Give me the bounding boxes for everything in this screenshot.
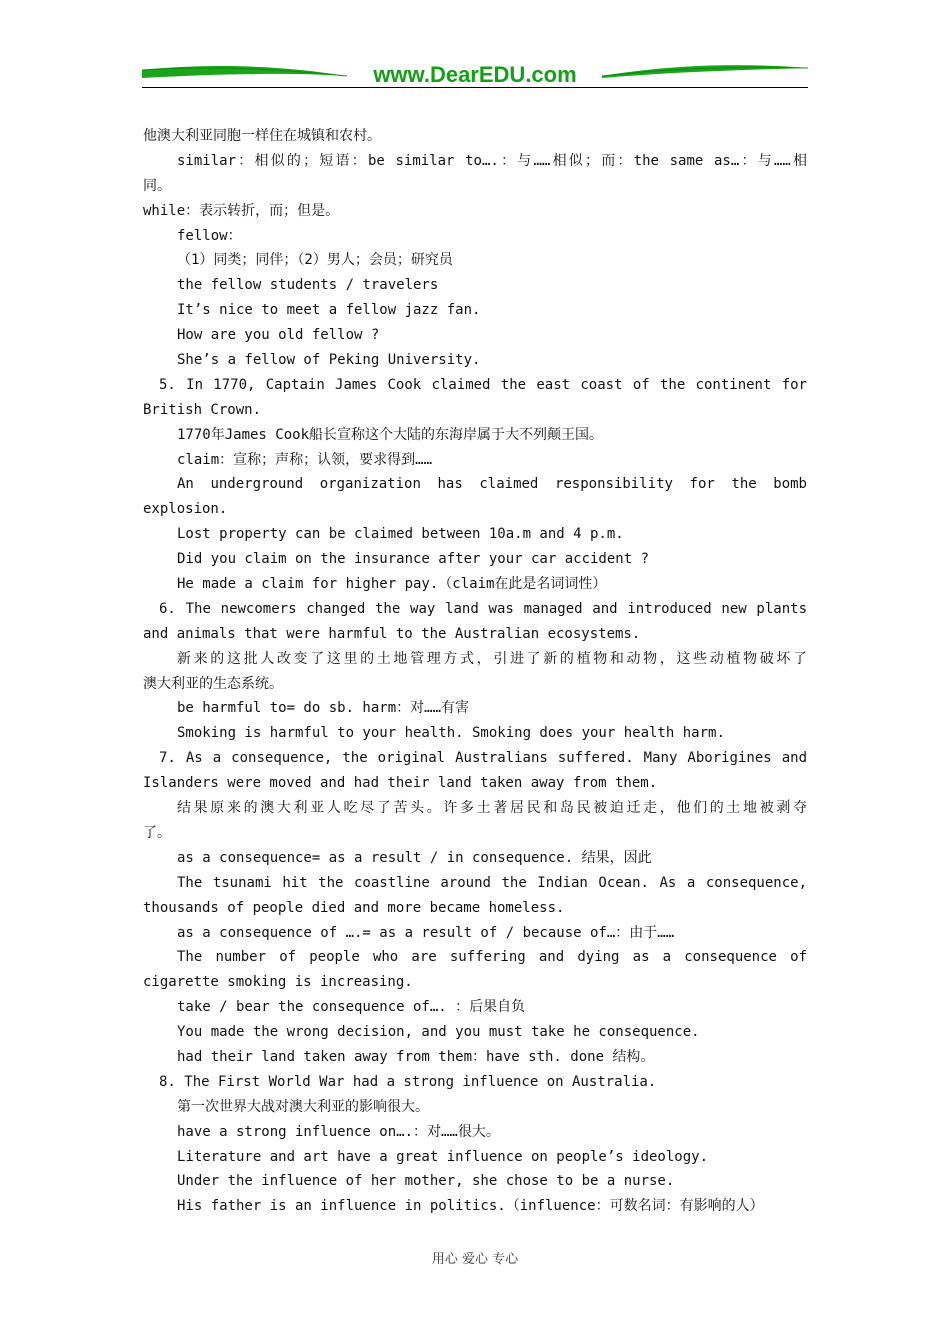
text-line: 6. The newcomers changed the way land was managed and introduced new plants — [159, 600, 807, 617]
header-rule — [142, 87, 808, 88]
text-line: claim：宣称；声称；认领，要求得到…… — [177, 451, 433, 468]
text-line: 8. The First World War had a strong influence on Australia. — [159, 1073, 657, 1090]
text-line: 他澳大利亚同胞一样住在城镇和农村。 — [143, 128, 381, 144]
text-line: Islanders were moved and had their land taken away from them. — [143, 775, 658, 792]
text-line: 7. As a consequence, the original Australians suffered. Many Aborigines and — [159, 750, 807, 767]
text-line: An underground organization has claimed responsibility for the bomb — [177, 476, 807, 493]
text-line: have a strong influence on….：对……很大。 — [177, 1123, 500, 1140]
text-line: 了。 — [143, 824, 171, 841]
text-line: cigarette smoking is increasing. — [143, 974, 413, 991]
text-line: The number of people who are suffering and dying as a consequence of — [177, 949, 807, 966]
text-line: It’s nice to meet a fellow jazz fan. — [177, 302, 481, 319]
brand-text: www.DearEDU.com — [373, 62, 577, 87]
text-line: 澳大利亚的生态系统。 — [143, 675, 283, 692]
text-line: take / bear the consequence of…. ：后果自负 — [177, 999, 526, 1016]
text-line: and animals that were harmful to the Australian ecosystems. — [143, 625, 641, 642]
header-banner — [142, 58, 808, 94]
text-line: similar：相似的；短语：be similar to….：与……相似；而：the same as…：与……相 — [177, 152, 807, 169]
text-line: （1）同类；同伴；（2）男人；会员；研究员 — [177, 252, 453, 269]
text-line: His father is an influence in politics.（influence：可数名词：有影响的人） — [177, 1198, 764, 1215]
text-line: explosion. — [143, 501, 228, 518]
text-line: the fellow students / travelers — [177, 277, 439, 294]
text-line: 新来的这批人改变了这里的土地管理方式，引进了新的植物和动物，这些动植物破坏了 — [177, 650, 807, 667]
text-line: Lost property can be claimed between 10a.m and 4 p.m. — [177, 526, 624, 543]
text-line: You made the wrong decision, and you must take he consequence. — [177, 1024, 700, 1041]
text-line: How are you old fellow ? — [177, 327, 380, 344]
text-line: He made a claim for higher pay.（claim在此是名词词性） — [177, 576, 607, 593]
footer-text: 用心 爱心 专心 — [431, 1252, 519, 1267]
text-line: 第一次世界大战对澳大利亚的影响很大。 — [177, 1098, 429, 1115]
text-line: as a consequence of ….= as a result of / because of…：由于…… — [177, 924, 675, 941]
text-line: Literature and art have a great influence on people’s ideology. — [177, 1148, 709, 1165]
text-line: be harmful to= do sb. harm：对……有害 — [177, 700, 470, 717]
text-line: while：表示转折，而；但是。 — [143, 202, 340, 219]
document-body — [143, 124, 807, 1219]
text-line: 结果原来的澳大利亚人吃尽了苦头。许多土著居民和岛民被迫迁走，他们的土地被剥夺 — [177, 800, 807, 817]
text-line: 同。 — [143, 177, 171, 194]
text-line: 5. In 1770, Captain James Cook claimed the east coast of the continent for — [159, 376, 807, 393]
text-line: Smoking is harmful to your health. Smoking does your health harm. — [177, 725, 725, 742]
text-line: had their land taken away from them：have sth. done 结构。 — [177, 1048, 655, 1065]
text-line: Under the influence of her mother, she chose to be a nurse. — [177, 1173, 675, 1190]
text-line: She’s a fellow of Peking University. — [177, 352, 481, 369]
text-line: thousands of people died and more became homeless. — [143, 899, 565, 916]
text-line: Did you claim on the insurance after your car accident ? — [177, 551, 650, 568]
text-line: fellow： — [177, 227, 242, 244]
text-line: British Crown. — [143, 401, 262, 418]
text-line: The tsunami hit the coastline around the Indian Ocean. As a consequence, — [177, 874, 807, 891]
text-line: 1770年James Cook船长宣称这个大陆的东海岸属于大不列颠王国。 — [177, 426, 604, 443]
text-line: as a consequence= as a result / in consequence. 结果，因此 — [177, 849, 652, 866]
